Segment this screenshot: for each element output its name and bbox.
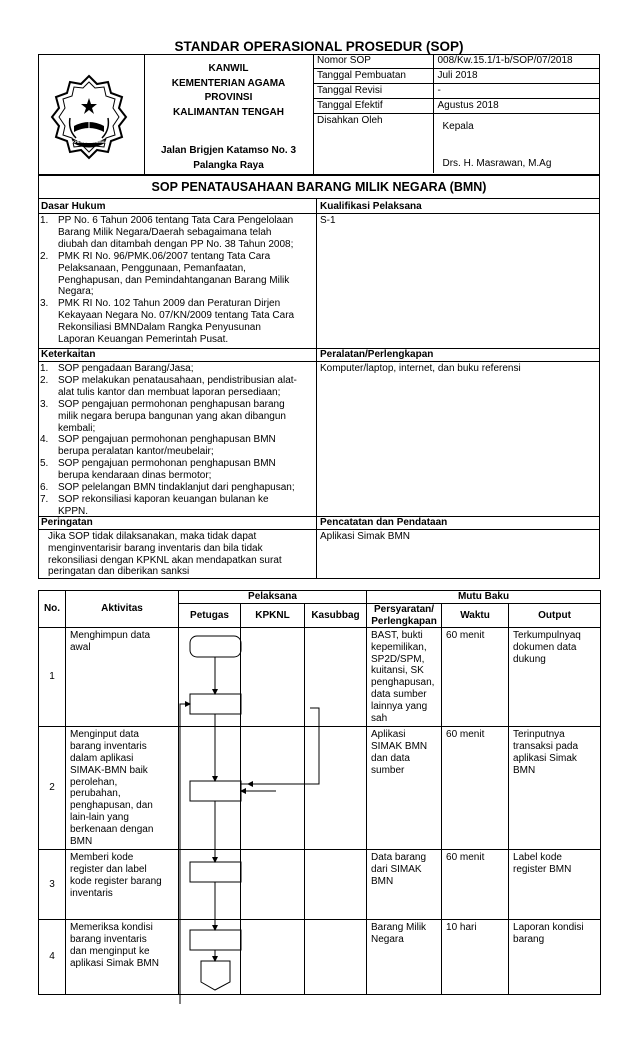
row-persyaratan: BAST, bukti kepemilikan, SP2D/SPM, kuitansi, SK penghapusan, data sumber lainnya yang sah <box>367 628 442 727</box>
approval-position: Kepala <box>442 121 474 132</box>
row-aktivitas: Menghimpun data awal <box>66 628 179 727</box>
header-mutu-baku: Mutu Baku <box>367 591 601 604</box>
peralatan-label: Peralatan/Perlengkapan <box>320 349 434 360</box>
list-item: 3. PMK RI No. 102 Tahun 2009 dan Peraturan Dirjen Kekayaan Negara No. 07/KN/2009 tentang Tata Cara Rekonsiliasi BMNDalam Rangka Penyusunan Laporan Keuangan Pemerintah Pusat. <box>40 298 295 346</box>
list-item: 7. SOP rekonsiliasi kaporan keuangan bulanan ke KPPN. <box>40 493 269 517</box>
flow-process-4 <box>190 930 241 950</box>
flow-terminator-start <box>190 636 241 657</box>
address-line-1: Jalan Brigjen Katamso No. 3 <box>160 145 297 156</box>
row-output: Terinputnya transaksi pada aplikasi Simak BMN <box>509 727 601 850</box>
row-output: Label kode register BMN <box>509 850 601 920</box>
list-item: 5. SOP pengajuan permohonan penghapusan BMN berupa kendaraan dinas bermotor; <box>40 458 276 482</box>
header-kpknl: KPKNL <box>241 604 305 628</box>
meta-value: 008/Kw.15.1/1-b/SOP/07/2018 <box>433 54 600 69</box>
meta-label: Tanggal Pembuatan <box>313 69 433 84</box>
institution-line-3: PROVINSI <box>204 92 253 103</box>
institution-line-1: KANWIL <box>208 63 249 74</box>
list-item: 6. SOP pelelangan BMN tindaklanjut dari penghapusan; <box>40 482 295 494</box>
row-number: 4 <box>39 920 66 995</box>
header-output: Output <box>509 604 601 628</box>
row-persyaratan: Barang Milik Negara <box>367 920 442 995</box>
pencatatan-value: Aplikasi Simak BMN <box>320 531 411 542</box>
row-persyaratan: Data barang dari SIMAK BMN <box>367 850 442 920</box>
row-aktivitas: Menginput data barang inventaris dalam aplikasi SIMAK-BMN baik perolehan, perubahan, penghapusan, dan lain-lain yang berkenaan dengan BMN <box>66 727 179 850</box>
dasar-hukum-label: Dasar Hukum <box>41 201 106 212</box>
list-item: 3. SOP pengajuan permohonan penghapusan barang milik negara berupa bangunan yang akan dibangun kembali; <box>40 398 286 434</box>
row-number: 3 <box>39 850 66 920</box>
flow-process-2 <box>190 781 241 801</box>
row-waktu: 60 menit <box>442 628 509 727</box>
meta-value: Agustus 2018 <box>433 99 600 114</box>
row-aktivitas: Memberi kode register dan label kode register barang inventaris <box>66 850 179 920</box>
row-waktu: 10 hari <box>442 920 509 995</box>
flow-process-3 <box>190 862 241 882</box>
list-item: 4. SOP pengajuan permohonan penghapusan BMN berupa peralatan kantor/meubelair; <box>40 434 276 458</box>
institution-line-2: KEMENTERIAN AGAMA <box>171 77 286 89</box>
meta-value: - <box>433 84 600 99</box>
page-title: STANDAR OPERASIONAL PROSEDUR (SOP) <box>174 39 464 54</box>
header-waktu: Waktu <box>442 604 509 628</box>
peringatan-text: Jika SOP tidak dilaksanakan, maka tidak dapat menginventarisir barang inventaris dan bila tidak rekonsiliasi dengan KPKNL akan mendapatkan surat peringatan dan diberikan sanksi <box>48 531 282 578</box>
header-aktivitas: Aktivitas <box>66 591 179 628</box>
sop-title: SOP PENATAUSAHAAN BARANG MILIK NEGARA (BMN) <box>151 180 487 194</box>
row-persyaratan: Aplikasi SIMAK BMN dan data sumber <box>367 727 442 850</box>
flow-offpage-connector <box>201 961 230 990</box>
header-no: No. <box>39 591 66 628</box>
flow-process-1 <box>190 694 241 714</box>
row-aktivitas: Memeriksa kondisi barang inventaris dan menginput ke aplikasi Simak BMN <box>66 920 179 995</box>
header-pelaksana: Pelaksana <box>179 591 367 604</box>
row-number: 1 <box>39 628 66 727</box>
list-item: 2. PMK RI No. 96/PMK.06/2007 tentang Tata Cara Pelaksanaan, Penggunaan, Pemanfaatan, Penghapusan, dan Pemindahtanganan Barang Milik Negara; <box>40 250 290 298</box>
list-item: 1. PP No. 6 Tahun 2006 tentang Tata Cara Pengelolaan Barang Milik Negara/Daerah sebagaimana telah diubah dan ditambah dengan PP No. 38 Tahun 2008; <box>40 215 294 250</box>
kualifikasi-value: S-1 <box>320 215 336 226</box>
peringatan-label: Peringatan <box>41 517 93 528</box>
meta-value: Juli 2018 <box>433 69 600 84</box>
pencatatan-label: Pencatatan dan Pendataan <box>320 517 448 528</box>
approval-signatory: Drs. H. Masrawan, M.Ag <box>442 158 552 169</box>
logo-text: IKHLAS BERAMAL <box>71 139 107 144</box>
header-kasubbag: Kasubbag <box>305 604 367 628</box>
address-line-2: Palangka Raya <box>193 159 264 171</box>
row-output: Terkumpulnyaq dokumen data dukung <box>509 628 601 727</box>
meta-label: Disahkan Oleh <box>313 114 433 173</box>
institution-line-4: KALIMANTAN TENGAH <box>173 106 284 118</box>
row-number: 2 <box>39 727 66 850</box>
list-item: 1. SOP pengadaan Barang/Jasa; <box>40 363 194 374</box>
list-item: 2. SOP melakukan penatausahaan, pendistribusian alat- alat tulis kantor dan membuat laporan persediaan; <box>40 374 297 398</box>
row-waktu: 60 menit <box>442 727 509 850</box>
meta-label: Tanggal Efektif <box>313 99 433 114</box>
meta-label: Nomor SOP <box>313 54 433 69</box>
header-persyaratan: Persyaratan/ Perlengkapan <box>367 604 442 628</box>
row-waktu: 60 menit <box>442 850 509 920</box>
keterkaitan-label: Keterkaitan <box>41 349 96 360</box>
header-petugas: Petugas <box>179 604 241 628</box>
kualifikasi-label: Kualifikasi Pelaksana <box>320 201 422 212</box>
row-output: Laporan kondisi barang <box>509 920 601 995</box>
peralatan-value: Komputer/laptop, internet, dan buku referensi <box>320 363 521 374</box>
meta-label: Tanggal Revisi <box>313 84 433 99</box>
